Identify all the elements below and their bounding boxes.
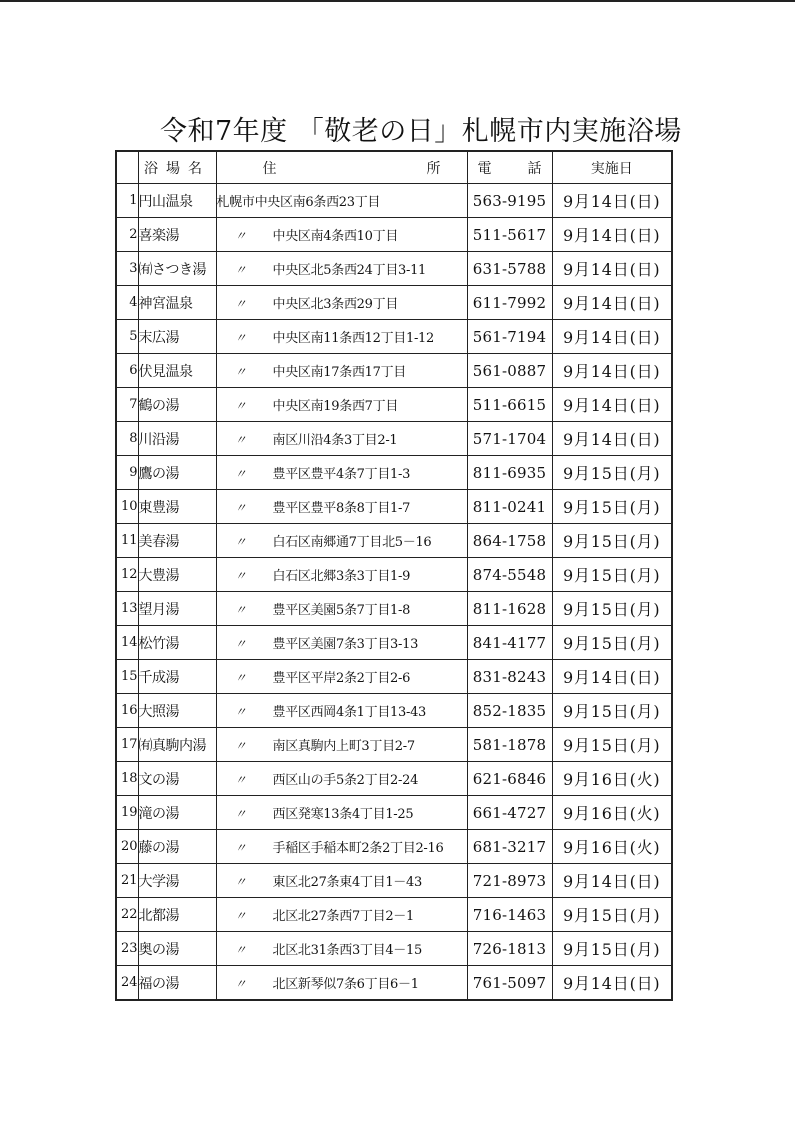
header-address — [216, 151, 467, 184]
address-cell — [216, 558, 467, 592]
address-cell — [216, 898, 467, 932]
phone-number: 511-6615 — [467, 388, 552, 422]
header-phone-part2: 話 — [527, 160, 542, 177]
table-row — [116, 830, 672, 864]
table-row — [116, 660, 672, 694]
phone-number: 811-0241 — [467, 490, 552, 524]
table-row — [116, 558, 672, 592]
row-number: 7 — [116, 388, 138, 422]
row-number: 13 — [116, 592, 138, 626]
ditto-mark: 〃 — [234, 807, 247, 821]
table-row — [116, 252, 672, 286]
row-number: 14 — [116, 626, 138, 660]
table-row — [116, 490, 672, 524]
ditto-mark: 〃 — [234, 637, 247, 651]
bath-name: 川沿湯 — [138, 422, 216, 456]
header-number — [116, 151, 138, 184]
address-text: 白石区南郷通7丁目北5－16 — [272, 535, 432, 550]
ditto-mark: 〃 — [234, 365, 247, 379]
header-address-part2: 所 — [426, 160, 441, 177]
bath-name: 大学湯 — [138, 864, 216, 898]
row-number: 5 — [116, 320, 138, 354]
ditto-mark: 〃 — [234, 467, 247, 481]
ditto-mark: 〃 — [234, 569, 247, 583]
address-text: 豊平区豊平8条8丁目1-7 — [272, 501, 411, 516]
table-row — [116, 626, 672, 660]
header-phone-part1: 電 — [477, 160, 492, 177]
address-cell — [216, 864, 467, 898]
address-cell — [216, 218, 467, 252]
ditto-mark: 〃 — [234, 263, 247, 277]
phone-number: 621-6846 — [467, 762, 552, 796]
row-number: 21 — [116, 864, 138, 898]
ditto-mark: 〃 — [234, 773, 247, 787]
row-number: 16 — [116, 694, 138, 728]
table-row — [116, 184, 672, 218]
row-number: 9 — [116, 456, 138, 490]
table-row — [116, 320, 672, 354]
page-title: 令和7年度 「敬老の日」札幌市内実施浴場 — [160, 116, 682, 147]
table-row — [116, 932, 672, 966]
address-text: 中央区南19条西7丁目 — [272, 399, 399, 414]
event-date: 9月16日(火) — [552, 796, 672, 830]
row-number: 20 — [116, 830, 138, 864]
event-date: 9月14日(日) — [552, 660, 672, 694]
table-row — [116, 422, 672, 456]
bath-name: 奥の湯 — [138, 932, 216, 966]
event-date: 9月14日(日) — [552, 320, 672, 354]
address-text: 白石区北郷3条3丁目1-9 — [272, 569, 411, 584]
event-date: 9月15日(月) — [552, 932, 672, 966]
phone-number: 811-1628 — [467, 592, 552, 626]
event-date: 9月14日(日) — [552, 864, 672, 898]
bathhouse-table — [115, 150, 673, 1001]
event-date: 9月15日(月) — [552, 524, 672, 558]
address-cell — [216, 422, 467, 456]
address-text: 豊平区美園5条7丁目1-8 — [272, 603, 411, 618]
header-date: 実施日 — [552, 151, 672, 184]
bath-name: ㈲真駒内湯 — [138, 728, 216, 762]
row-number: 11 — [116, 524, 138, 558]
phone-number: 841-4177 — [467, 626, 552, 660]
address-text: 中央区北5条西24丁目3-11 — [272, 263, 427, 278]
table-row — [116, 592, 672, 626]
bath-name: 大照湯 — [138, 694, 216, 728]
bath-name: 伏見温泉 — [138, 354, 216, 388]
bath-name: 大豊湯 — [138, 558, 216, 592]
event-date: 9月15日(月) — [552, 558, 672, 592]
phone-number: 681-3217 — [467, 830, 552, 864]
table-header-row — [116, 151, 672, 184]
address-cell — [216, 252, 467, 286]
address-cell — [216, 592, 467, 626]
address-text: 東区北27条東4丁目1－43 — [272, 875, 422, 890]
table-row — [116, 864, 672, 898]
phone-number: 631-5788 — [467, 252, 552, 286]
address-cell — [216, 660, 467, 694]
bath-name: 神宮温泉 — [138, 286, 216, 320]
address-cell — [216, 320, 467, 354]
bath-name: 福の湯 — [138, 966, 216, 1001]
phone-number: 661-4727 — [467, 796, 552, 830]
bath-name: ㈲さつき湯 — [138, 252, 216, 286]
row-number: 2 — [116, 218, 138, 252]
address-text: 豊平区豊平4条7丁目1-3 — [272, 467, 411, 482]
bath-name: 美春湯 — [138, 524, 216, 558]
event-date: 9月14日(日) — [552, 286, 672, 320]
header-phone — [467, 151, 552, 184]
address-cell — [216, 966, 467, 1001]
phone-number: 852-1835 — [467, 694, 552, 728]
address-text: 南区真駒内上町3丁目2-7 — [272, 739, 415, 754]
bath-name: 北都湯 — [138, 898, 216, 932]
ditto-mark: 〃 — [234, 501, 247, 515]
table-row — [116, 354, 672, 388]
row-number: 17 — [116, 728, 138, 762]
address-text: 手稲区手稲本町2条2丁目2-16 — [272, 841, 444, 856]
address-cell — [216, 728, 467, 762]
ditto-mark: 〃 — [234, 433, 247, 447]
bath-name: 喜楽湯 — [138, 218, 216, 252]
address-text: 西区発寒13条4丁目1-25 — [272, 807, 414, 822]
header-address-part1: 住 — [262, 160, 277, 177]
event-date: 9月14日(日) — [552, 184, 672, 218]
event-date: 9月16日(火) — [552, 830, 672, 864]
address-cell — [216, 932, 467, 966]
address-text: 豊平区平岸2条2丁目2-6 — [272, 671, 411, 686]
event-date: 9月14日(日) — [552, 354, 672, 388]
address-cell — [216, 762, 467, 796]
address-cell — [216, 490, 467, 524]
row-number: 22 — [116, 898, 138, 932]
bath-name: 滝の湯 — [138, 796, 216, 830]
phone-number: 581-1878 — [467, 728, 552, 762]
bath-name: 円山温泉 — [138, 184, 216, 218]
row-number: 8 — [116, 422, 138, 456]
address-text: 中央区南4条西10丁目 — [272, 229, 399, 244]
bath-name: 鷹の湯 — [138, 456, 216, 490]
ditto-mark: 〃 — [234, 977, 247, 991]
row-number: 6 — [116, 354, 138, 388]
address-text: 中央区南17条西17丁目 — [272, 365, 406, 380]
phone-number: 571-1704 — [467, 422, 552, 456]
address-cell — [216, 830, 467, 864]
ditto-mark: 〃 — [234, 331, 247, 345]
table-row — [116, 456, 672, 490]
row-number: 15 — [116, 660, 138, 694]
bath-name: 望月湯 — [138, 592, 216, 626]
event-date: 9月14日(日) — [552, 422, 672, 456]
table-row — [116, 388, 672, 422]
event-date: 9月15日(月) — [552, 456, 672, 490]
ditto-mark: 〃 — [234, 297, 247, 311]
table-row — [116, 898, 672, 932]
address-text: 豊平区美園7条3丁目3-13 — [272, 637, 419, 652]
event-date: 9月14日(日) — [552, 218, 672, 252]
ditto-mark: 〃 — [234, 229, 247, 243]
ditto-mark: 〃 — [234, 603, 247, 617]
table-row — [116, 796, 672, 830]
table-row — [116, 524, 672, 558]
address-text: 中央区南11条西12丁目1-12 — [272, 331, 434, 346]
row-number: 23 — [116, 932, 138, 966]
table-row — [116, 694, 672, 728]
phone-number: 716-1463 — [467, 898, 552, 932]
phone-number: 874-5548 — [467, 558, 552, 592]
phone-number: 611-7992 — [467, 286, 552, 320]
event-date: 9月14日(日) — [552, 966, 672, 1001]
address-text: 札幌市中央区南6条西23丁目 — [216, 195, 381, 210]
bath-name: 藤の湯 — [138, 830, 216, 864]
address-text: 北区北27条西7丁目2－1 — [272, 909, 414, 924]
table-row — [116, 728, 672, 762]
bath-name: 鶴の湯 — [138, 388, 216, 422]
bath-name: 文の湯 — [138, 762, 216, 796]
event-date: 9月14日(日) — [552, 252, 672, 286]
phone-number: 563-9195 — [467, 184, 552, 218]
address-cell — [216, 456, 467, 490]
ditto-mark: 〃 — [234, 739, 247, 753]
table-row — [116, 286, 672, 320]
event-date: 9月15日(月) — [552, 592, 672, 626]
event-date: 9月15日(月) — [552, 626, 672, 660]
row-number: 10 — [116, 490, 138, 524]
row-number: 18 — [116, 762, 138, 796]
address-text: 西区山の手5条2丁目2-24 — [272, 773, 419, 788]
row-number: 19 — [116, 796, 138, 830]
address-cell — [216, 694, 467, 728]
row-number: 12 — [116, 558, 138, 592]
ditto-mark: 〃 — [234, 841, 247, 855]
ditto-mark: 〃 — [234, 705, 247, 719]
header-bath-name: 浴場名 — [138, 151, 216, 184]
ditto-mark: 〃 — [234, 943, 247, 957]
row-number: 1 — [116, 184, 138, 218]
address-text: 中央区北3条西29丁目 — [272, 297, 399, 312]
address-cell — [216, 524, 467, 558]
bath-name: 東豊湯 — [138, 490, 216, 524]
table-row — [116, 762, 672, 796]
address-text: 北区新琴似7条6丁目6－1 — [272, 977, 419, 992]
phone-number: 721-8973 — [467, 864, 552, 898]
ditto-mark: 〃 — [234, 671, 247, 685]
bath-name: 千成湯 — [138, 660, 216, 694]
phone-number: 761-5097 — [467, 966, 552, 1001]
phone-number: 831-8243 — [467, 660, 552, 694]
address-text: 北区北31条西3丁目4－15 — [272, 943, 422, 958]
address-cell — [216, 286, 467, 320]
ditto-mark: 〃 — [234, 875, 247, 889]
event-date: 9月16日(火) — [552, 762, 672, 796]
row-number: 4 — [116, 286, 138, 320]
event-date: 9月15日(月) — [552, 694, 672, 728]
bath-name: 松竹湯 — [138, 626, 216, 660]
phone-number: 864-1758 — [467, 524, 552, 558]
table-body — [116, 184, 672, 1001]
address-cell — [216, 184, 467, 218]
phone-number: 811-6935 — [467, 456, 552, 490]
event-date: 9月15日(月) — [552, 490, 672, 524]
ditto-mark: 〃 — [234, 535, 247, 549]
row-number: 24 — [116, 966, 138, 1001]
address-cell — [216, 354, 467, 388]
address-cell — [216, 388, 467, 422]
bath-name: 末広湯 — [138, 320, 216, 354]
event-date: 9月14日(日) — [552, 388, 672, 422]
table-row — [116, 218, 672, 252]
phone-number: 561-0887 — [467, 354, 552, 388]
address-text: 豊平区西岡4条1丁目13-43 — [272, 705, 427, 720]
page-top-rule — [0, 0, 795, 2]
ditto-mark: 〃 — [234, 399, 247, 413]
table-row — [116, 966, 672, 1001]
event-date: 9月15日(月) — [552, 728, 672, 762]
address-cell — [216, 796, 467, 830]
phone-number: 511-5617 — [467, 218, 552, 252]
phone-number: 726-1813 — [467, 932, 552, 966]
ditto-mark: 〃 — [234, 909, 247, 923]
address-cell — [216, 626, 467, 660]
event-date: 9月15日(月) — [552, 898, 672, 932]
phone-number: 561-7194 — [467, 320, 552, 354]
address-text: 南区川沿4条3丁目2-1 — [272, 433, 398, 448]
row-number: 3 — [116, 252, 138, 286]
